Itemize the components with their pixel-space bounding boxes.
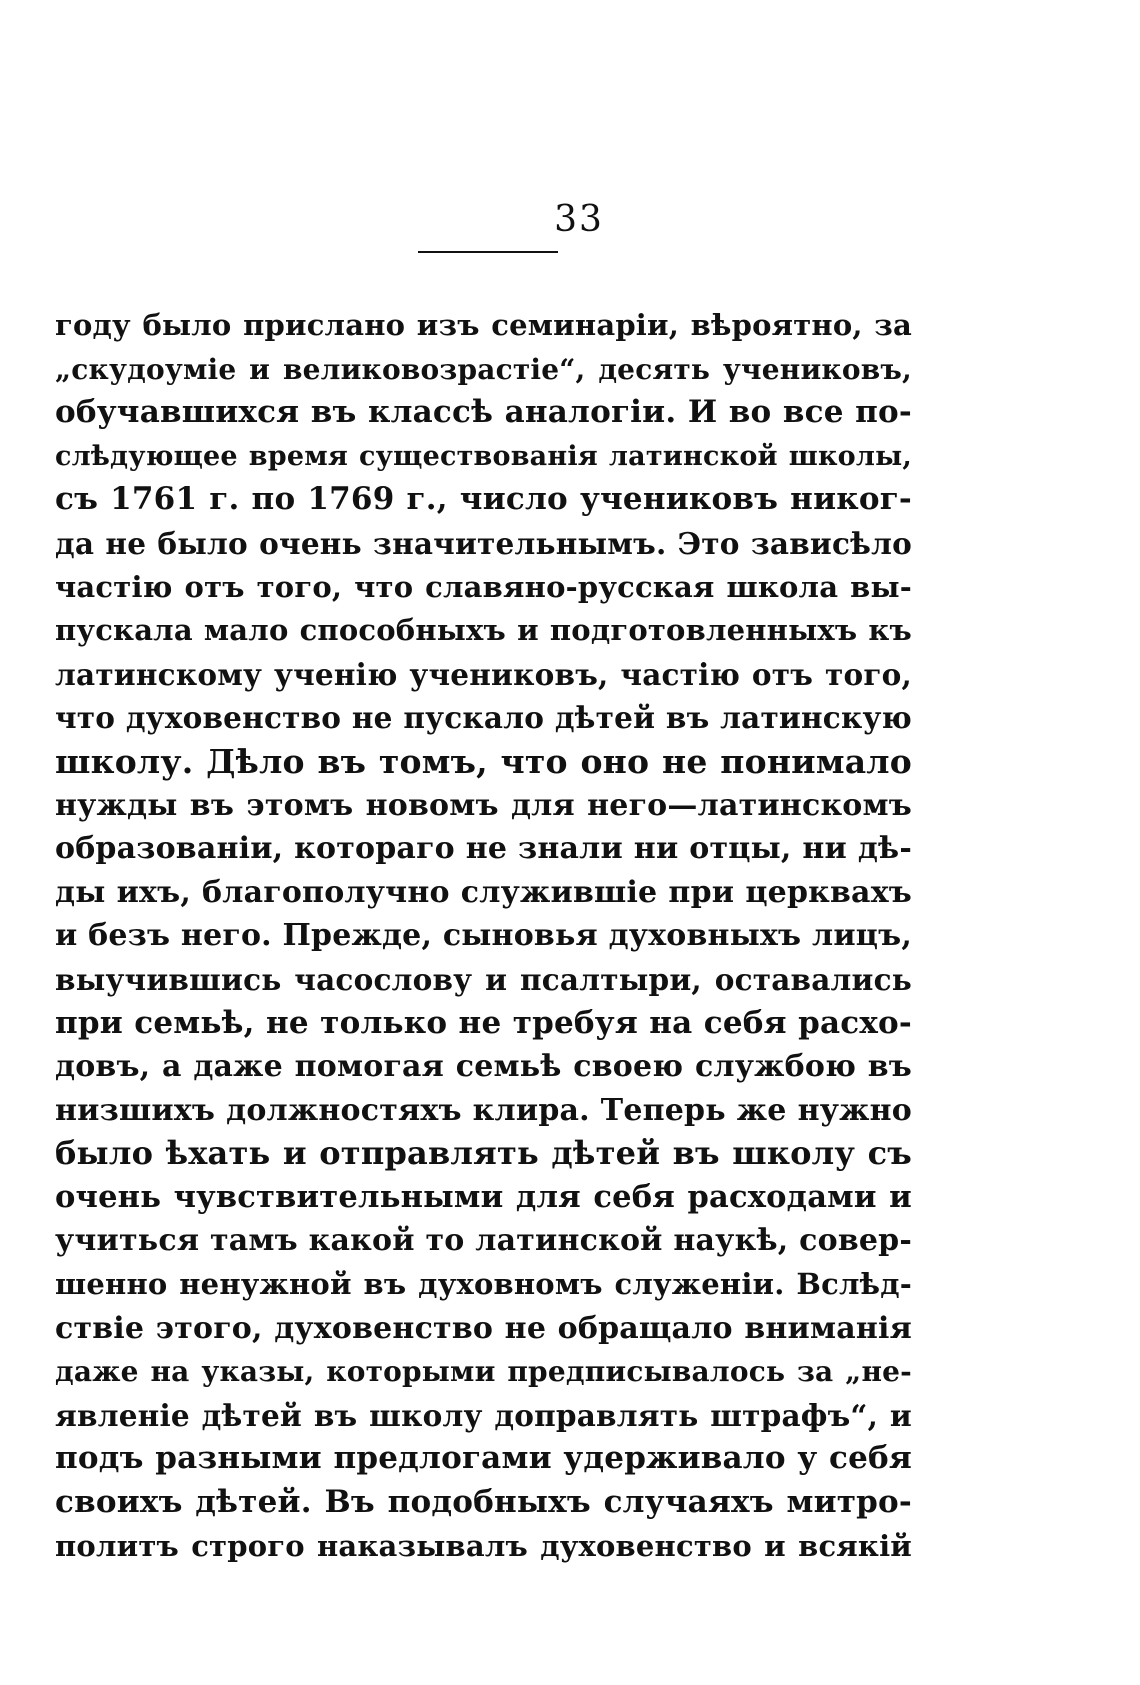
- text-line: учиться тамъ какой то латинской наукѣ, совер-: [55, 1223, 912, 1259]
- text-line: своихъ дѣтей. Въ подобныхъ случаяхъ митро-: [55, 1484, 912, 1521]
- text-line: шенно ненужной въ духовномъ служеніи. Вслѣд-: [55, 1267, 912, 1302]
- text-line: было ѣхать и отправлять дѣтей въ школу съ: [55, 1134, 912, 1173]
- text-line: обучавшихся въ классѣ аналогіи. И во все по-: [55, 394, 912, 431]
- text-line: частію отъ того, что славяно-русская школа вы-: [55, 569, 912, 604]
- text-line: низшихъ должностяхъ клира. Теперь же нужно: [55, 1092, 912, 1128]
- body-text: [55, 304, 912, 1568]
- text-line: ды ихъ, благополучно служившіе при церквахъ: [55, 874, 912, 910]
- text-line: образованіи, котораго не знали ни отцы, ни дѣ-: [55, 831, 912, 867]
- text-line: и безъ него. Прежде, сыновья духовныхъ лицъ,: [55, 918, 912, 954]
- text-line: латинскому ученію учениковъ, частію отъ того,: [55, 656, 912, 692]
- text-line: при семьѣ, не только не требуя на себя расхо-: [55, 1004, 912, 1041]
- text-line: ствіе этого, духовенство не обращало вниманія: [55, 1310, 912, 1346]
- text-line: явленіе дѣтей въ школу доправлять штрафъ“, и: [55, 1397, 912, 1433]
- text-line: „скудоуміе и великовозрастіе“, десять учениковъ,: [55, 352, 912, 386]
- text-line: съ 1761 г. по 1769 г., число учениковъ никог-: [55, 481, 912, 518]
- text-line: что духовенство не пускало дѣтей въ латинскую: [55, 700, 912, 736]
- text-line: школу. Дѣло въ томъ, что оно не понимало: [55, 741, 912, 781]
- text-line: году было прислано изъ семинаріи, вѣроятно, за: [55, 308, 912, 342]
- text-line: даже на указы, которыми предписывалось за „не-: [55, 1355, 912, 1389]
- page-number: 33: [554, 199, 604, 240]
- text-line: очень чувствительными для себя расходами и: [55, 1178, 912, 1215]
- text-line: выучившись часослову и псалтыри, оставались: [55, 961, 912, 997]
- text-line: политъ строго наказывалъ духовенство и всякій: [55, 1528, 912, 1563]
- header-rule: [418, 251, 558, 253]
- text-line: нужды въ этомъ новомъ для него—латинскомъ: [55, 787, 912, 823]
- text-line: слѣдующее время существованія латинской школы,: [55, 440, 912, 472]
- text-line: да не было очень значительнымъ. Это зависѣло: [55, 525, 912, 561]
- text-line: довъ, а даже помогая семьѣ своею службою въ: [55, 1049, 912, 1085]
- text-line: пускала мало способныхъ и подготовленныхъ къ: [55, 613, 912, 648]
- text-line: подъ разными предлогами удерживало у себя: [55, 1440, 912, 1477]
